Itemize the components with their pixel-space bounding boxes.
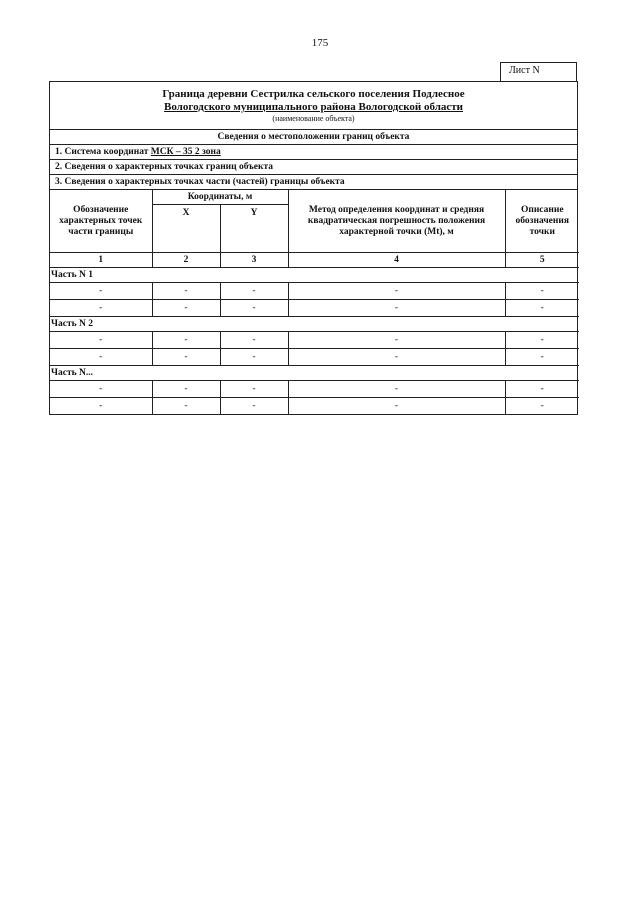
table-cell: - [220,332,288,349]
header-row [50,190,579,205]
boundary-form [49,81,578,415]
table-cell: - [505,283,579,300]
points-table [50,190,579,414]
table-cell: - [152,300,220,317]
table-cell: - [220,398,288,415]
header-x: X [152,205,220,253]
column-number: 4 [288,253,505,268]
section-heading: Сведения о местоположении границ объекта [50,130,577,145]
coordinate-system-label: 1. Система координат [55,147,151,157]
table-cell: - [288,381,505,398]
table-row [50,332,579,349]
column-number: 2 [152,253,220,268]
table-cell: - [505,300,579,317]
header-y: Y [220,205,288,253]
coordinate-system-item [50,145,577,160]
table-cell: - [50,300,152,317]
points-table-wrap [50,190,577,414]
table-row [50,381,579,398]
column-number: 5 [505,253,579,268]
table-cell: - [220,300,288,317]
table-cell: - [152,332,220,349]
table-row [50,398,579,415]
table-cell: - [152,398,220,415]
column-number: 3 [220,253,288,268]
page-number: 175 [311,37,329,49]
table-cell: - [505,381,579,398]
column-number-row [50,253,579,268]
table-cell: - [152,381,220,398]
table-cell: - [505,349,579,366]
table-cell: - [220,349,288,366]
table-cell: - [152,283,220,300]
part-row [50,366,579,381]
table-cell: - [220,381,288,398]
object-title-line2: Вологодского муниципального района Вологодской области [163,101,463,113]
part-label: Часть N 1 [50,268,579,283]
part-label: Часть N 2 [50,317,579,332]
table-cell: - [505,332,579,349]
boundary-points-item: 2. Сведения о характерных точках границ объекта [50,160,577,175]
table-cell: - [505,398,579,415]
table-cell: - [220,283,288,300]
table-cell: - [152,349,220,366]
header-description: Описание обозначения точки [505,190,579,253]
table-cell: - [50,349,152,366]
table-cell: - [288,283,505,300]
table-cell: - [50,381,152,398]
table-cell: - [288,349,505,366]
table-row [50,283,579,300]
part-row [50,268,579,283]
title-block [50,82,577,130]
table-cell: - [50,332,152,349]
part-label: Часть N... [50,366,579,381]
table-row [50,300,579,317]
header-method: Метод определения координат и средняя квадратическая погрешность положения характерной точки (Mt), м [288,190,505,253]
table-cell: - [288,398,505,415]
part-points-item: 3. Сведения о характерных точках части (частей) границы объекта [50,175,577,190]
table-cell: - [288,300,505,317]
sheet-label: Лист N [500,62,577,81]
object-title-line1: Граница деревни Сестрилка сельского поселения Подлесное [162,88,465,100]
table-cell: - [288,332,505,349]
part-row [50,317,579,332]
header-coordinates: Координаты, м [152,190,288,205]
header-point-designation: Обозначение характерных точек части границы [50,190,152,253]
table-row [50,349,579,366]
object-name-note: (наименование объекта) [272,114,355,123]
coordinate-system-value: МСК – 35 2 зона [150,147,221,157]
table-cell: - [50,283,152,300]
column-number: 1 [50,253,152,268]
table-cell: - [50,398,152,415]
